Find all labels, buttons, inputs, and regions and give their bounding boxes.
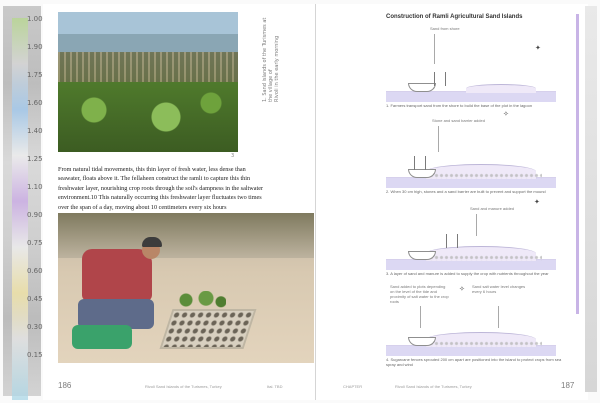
diagram-caption: 2. When 30 cm high, stones and a sand barrier are built to prevent and support the mound — [386, 189, 546, 194]
stone-barrier — [424, 173, 542, 179]
seedlings — [176, 291, 226, 309]
page-edge — [585, 6, 597, 392]
bug-icon: ✧ — [503, 110, 509, 118]
photo-fence — [58, 52, 238, 82]
photo-caption — [262, 12, 280, 102]
diagram-leader — [476, 214, 477, 236]
farmer-figure — [434, 72, 446, 86]
strip-tick: 1.60 — [27, 99, 43, 107]
diagram-caption: 4. Sugarcane fences sprouted 200 cm apart are positioned into the island to protect crops from sea spray and wind — [386, 357, 562, 367]
farmer-figure — [414, 156, 426, 170]
bug-icon: ✧ — [459, 285, 465, 293]
diagram-label: Stone and sand barrier added — [432, 118, 485, 123]
photo-lagoon-crops — [58, 12, 238, 152]
body-text — [58, 165, 266, 212]
diagram-leader — [434, 34, 435, 64]
photo-caption-line: Rivoli in the early morning — [274, 35, 280, 102]
photo-farmer-planting — [58, 213, 314, 363]
photo-plants — [58, 82, 238, 152]
seedling-tray — [160, 309, 257, 349]
diagram-leader — [498, 306, 499, 328]
photo-water — [58, 34, 238, 52]
lagoon-water — [386, 346, 556, 356]
diagram-title: Construction of Ramli Agricultural Sand Islands — [386, 14, 523, 20]
diagram-panel-3 — [386, 206, 556, 276]
farmer-figure — [446, 234, 458, 248]
running-head-right-2: Rivoli Sand Islands of the Turismes, Turkey — [395, 384, 472, 389]
lagoon-water — [386, 92, 556, 102]
farmer-cap — [142, 237, 162, 247]
diagram-caption: 1. Farmers transport sand from the shore to build the base of the plot in the lagoon — [386, 103, 533, 108]
book-gutter — [315, 4, 316, 400]
strip-tick: 1.40 — [27, 127, 43, 135]
body-paragraph: From natural tidal movements, this thin layer of fresh water, less dense than seawater, floats above it. The fellaheen construct the ramli to capture this thin freshwater layer, nourishing crop roots through the soil's dampness in the saltwater environment.10 This naturally occurring this freshwater layer fluctuates two times over the span of a day, moving about 10 centimeters every six hours — [58, 166, 264, 211]
strip-tick: 0.30 — [27, 323, 43, 331]
lagoon-water — [386, 260, 556, 270]
bug-icon: ✦ — [535, 44, 541, 52]
photo-mark: 3 — [231, 153, 235, 159]
strip-tick: 0.75 — [27, 239, 43, 247]
diagram-panel-1 — [386, 26, 556, 108]
diagram-panel-4 — [386, 284, 562, 367]
page-marker — [576, 14, 579, 314]
strip-tick: 1.75 — [27, 71, 43, 79]
stone-barrier — [424, 341, 542, 347]
diagram-panel-2 — [386, 118, 556, 194]
strip-gradient — [12, 18, 28, 400]
strip-tick: 1.90 — [27, 43, 43, 51]
diagram-label: Sand added to plots depending on the level of the tide and proximity of salt water to the crop roots — [390, 284, 449, 304]
bug-icon: ✦ — [534, 198, 540, 206]
diagram-label: Sand and manure added — [470, 206, 515, 211]
diagram-leader — [420, 306, 421, 328]
strip-tick: 1.10 — [27, 183, 43, 191]
running-head-right: CHAPTER — [343, 384, 363, 389]
strip-tick: 0.90 — [27, 211, 43, 219]
farmer-shirt — [82, 249, 152, 301]
diagram-leader — [438, 126, 439, 152]
stone-barrier — [424, 255, 542, 261]
page-number-right: 187 — [561, 381, 575, 390]
strip-tick: 0.15 — [27, 351, 43, 359]
diagram-label: Sand salt water level changes every 6 hours — [472, 284, 526, 294]
strip-ticks — [27, 15, 43, 390]
page-number-left: 186 — [58, 381, 72, 390]
photo-sky — [58, 12, 238, 34]
lagoon-water — [386, 178, 556, 188]
strip-tick: 1.00 — [27, 15, 43, 23]
diagram-label: Sand from shore — [430, 26, 460, 31]
strip-tick: 0.45 — [27, 295, 43, 303]
photo-caption-line: 1. Sand islands of the Turismes at the village of — [262, 17, 274, 102]
running-head-left-2: Ital. TBD — [267, 384, 283, 389]
strip-tick: 1.25 — [27, 155, 43, 163]
strip-tick: 0.60 — [27, 267, 43, 275]
running-head-left: Rivoli Sand Islands of the Turismes, Turkey — [145, 384, 222, 389]
diagram-caption: 3. A layer of sand and manure is added to supply the crop with nutrients throughout the year — [386, 271, 549, 276]
sand-base — [466, 84, 536, 93]
farmer-boot — [72, 325, 132, 349]
